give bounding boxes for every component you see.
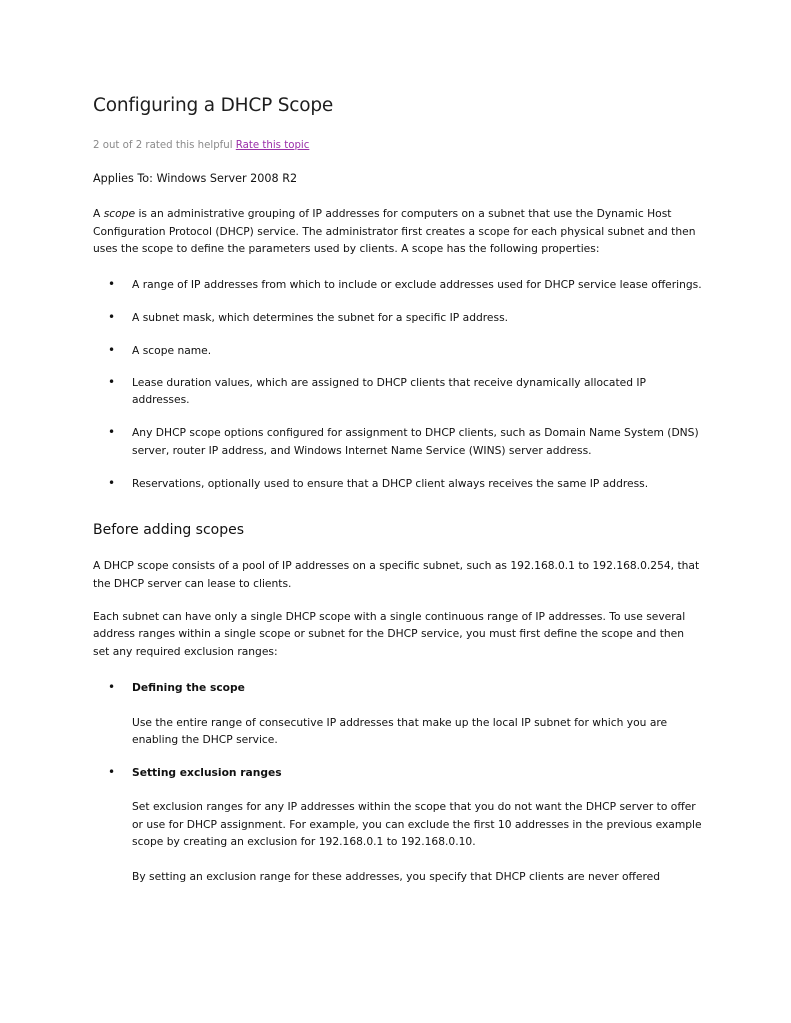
list-item-text: A scope name. (132, 344, 212, 357)
intro-prefix: A (93, 207, 104, 220)
rating-line (93, 138, 703, 154)
list-item (93, 764, 703, 886)
bullet-icon: • (108, 680, 116, 694)
bullet-icon: • (108, 309, 116, 324)
article-body (93, 93, 703, 900)
page-title: Configuring a DHCP Scope (93, 95, 334, 116)
section-heading: Before adding scopes (93, 522, 245, 538)
step-text: By setting an exclusion range for these addresses, you specify that DHCP clients are never offered (132, 869, 660, 883)
list-item (93, 276, 703, 294)
list-item (93, 309, 703, 327)
list-item (93, 374, 703, 409)
section-paragraph: A DHCP scope consists of a pool of IP addresses on a specific subnet, such as 192.168.0.1 to 192.168.0.254, that the DHCP server can lease to clients. (93, 559, 700, 590)
rating-text: 2 out of 2 rated this helpful (93, 140, 233, 151)
section-paragraph: Each subnet can have only a single DHCP scope with a single continuous range of IP addresses. To use several address ranges within a single scope or subnet for the DHCP service, you must first define the scope and then set any required exclusion ranges: (93, 609, 686, 658)
step-text: Use the entire range of consecutive IP addresses that make up the local IP subnet for which you are enabling the DHCP service. (132, 715, 668, 746)
list-item-text: Reservations, optionally used to ensure that a DHCP client always receives the same IP address. (132, 476, 649, 490)
list-item-text: Any DHCP scope options configured for assignment to DHCP clients, such as Domain Name System (DNS) server, router IP address, and Windows Internet Name Service (WINS) server address. (132, 426, 699, 457)
list-item-text: A range of IP addresses from which to include or exclude addresses used for DHCP service lease offerings. (132, 277, 702, 291)
list-item (93, 679, 703, 749)
intro-rest: is an administrative grouping of IP addresses for computers on a subnet that use the Dynamic Host Configuration Protocol (DHCP) service. The administrator first creates a scope for each physical subnet and then uses the scope to define the parameters used by clients. A scope has the following properties: (93, 207, 696, 255)
bullet-icon: • (108, 425, 116, 439)
list-item (93, 475, 703, 493)
step-title: Setting exclusion ranges (132, 765, 282, 779)
rate-topic-link[interactable]: Rate this topic (235, 140, 310, 151)
bullet-icon: • (108, 343, 116, 357)
intro-paragraph (93, 205, 703, 258)
applies-to: Applies To: Windows Server 2008 R2 (93, 172, 298, 185)
list-item-text: Lease duration values, which are assigned to DHCP clients that receive dynamically allocated IP addresses. (132, 375, 647, 406)
bullet-icon: • (108, 764, 116, 779)
bullet-icon: • (108, 374, 116, 389)
bullet-icon: • (108, 276, 116, 291)
properties-list (93, 276, 703, 493)
step-title: Defining the scope (132, 681, 245, 694)
bullet-icon: • (108, 475, 116, 490)
list-item (93, 342, 703, 360)
intro-term: scope (103, 207, 136, 220)
step-text: Set exclusion ranges for any IP addresses within the scope that you do not want the DHCP server to offer or use for DHCP assignment. For example, you can exclude the first 10 addresses in the previous example scope by creating an exclusion for 192.168.0.1 to 192.168.0.10. (132, 800, 702, 848)
steps-list (93, 679, 703, 885)
list-item (93, 424, 703, 459)
list-item-text: A subnet mask, which determines the subnet for a specific IP address. (132, 310, 509, 324)
